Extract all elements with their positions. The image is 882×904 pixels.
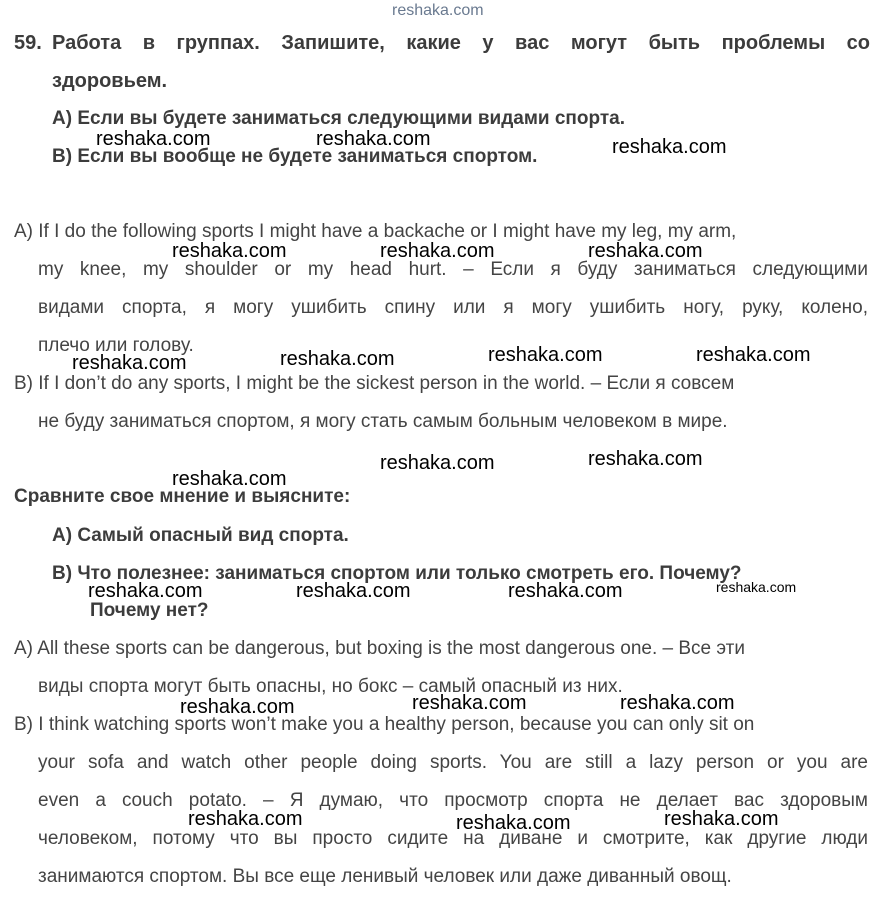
watermark: reshaka.com (188, 808, 303, 830)
answer-a-line3: видами спорта, я могу ушибить спину или я могу ушибить ногу, руку, колено, (38, 297, 868, 318)
watermark: reshaka.com (488, 344, 603, 366)
watermark: reshaka.com (280, 348, 395, 370)
watermark: reshaka.com (172, 468, 287, 490)
watermark: reshaka.com (172, 240, 287, 262)
watermark: reshaka.com (88, 580, 203, 602)
task-question-b: В) Если вы вообще не будете заниматься спортом. (52, 146, 538, 167)
task2-heading: Сравните свое мнение и выясните: (14, 486, 351, 507)
task-title-line2: здоровьем. (52, 70, 168, 92)
watermark-top: reshaka.com (392, 2, 484, 19)
task-number: 59. (14, 32, 42, 54)
watermark: reshaka.com (380, 452, 495, 474)
watermark: reshaka.com (716, 579, 797, 595)
watermark: reshaka.com (508, 580, 623, 602)
watermark: reshaka.com (316, 128, 431, 150)
watermark: reshaka.com (72, 352, 187, 374)
answer2-b-line5: занимаются спортом. Вы все еще ленивый человек или даже диванный овощ. (38, 866, 732, 887)
watermark: reshaka.com (180, 696, 295, 718)
task2-question-b-line2: Почему нет? (90, 600, 209, 621)
answer-b-line1: B) If I don’t do any sports, I might be the sickest person in the world. – Если я совсем (14, 373, 735, 394)
watermark: reshaka.com (456, 812, 571, 834)
watermark: reshaka.com (296, 580, 411, 602)
watermark: reshaka.com (96, 128, 211, 150)
watermark: reshaka.com (412, 692, 527, 714)
watermark: reshaka.com (588, 240, 703, 262)
task2-question-b-line1: В) Что полезнее: заниматься спортом или только смотреть его. Почему? (52, 563, 742, 584)
watermark: reshaka.com (380, 240, 495, 262)
answer-a-line1: A) If I do the following sports I might have a backache or I might have my leg, my arm, (14, 221, 737, 242)
answer2-b-line3: even a couch potato. – Я думаю, что просмотр спорта не делает вас здоровым (38, 790, 868, 811)
task-title-line1: Работа в группах. Запишите, какие у вас могут быть проблемы со (52, 32, 870, 54)
watermark: reshaka.com (620, 692, 735, 714)
task-question-a: А) Если вы будете заниматься следующими видами спорта. (52, 108, 626, 129)
task2-question-a: А) Самый опасный вид спорта. (52, 525, 349, 546)
answer2-b-line2: your sofa and watch other people doing sports. You are still a lazy person or you are (38, 752, 868, 773)
answer2-a-line2: виды спорта могут быть опасны, но бокс – самый опасный из них. (38, 676, 623, 697)
watermark: reshaka.com (696, 344, 811, 366)
answer-a-line2: my knee, my shoulder or my head hurt. – Если я буду заниматься следующими (38, 259, 868, 280)
answer2-b-line1: B) I think watching sports won’t make you a healthy person, because you can only sit on (14, 714, 755, 735)
answer2-b-line4: человеком, потому что вы просто сидите на диване и смотрите, как другие люди (38, 828, 868, 849)
answer2-a-line1: A) All these sports can be dangerous, but boxing is the most dangerous one. – Все эти (14, 638, 745, 659)
answer-b-line2: не буду заниматься спортом, я могу стать самым больным человеком в мире. (38, 411, 728, 432)
watermark: reshaka.com (612, 136, 727, 158)
watermark: reshaka.com (664, 808, 779, 830)
answer-a-line4: плечо или голову. (38, 335, 194, 356)
watermark: reshaka.com (588, 448, 703, 470)
